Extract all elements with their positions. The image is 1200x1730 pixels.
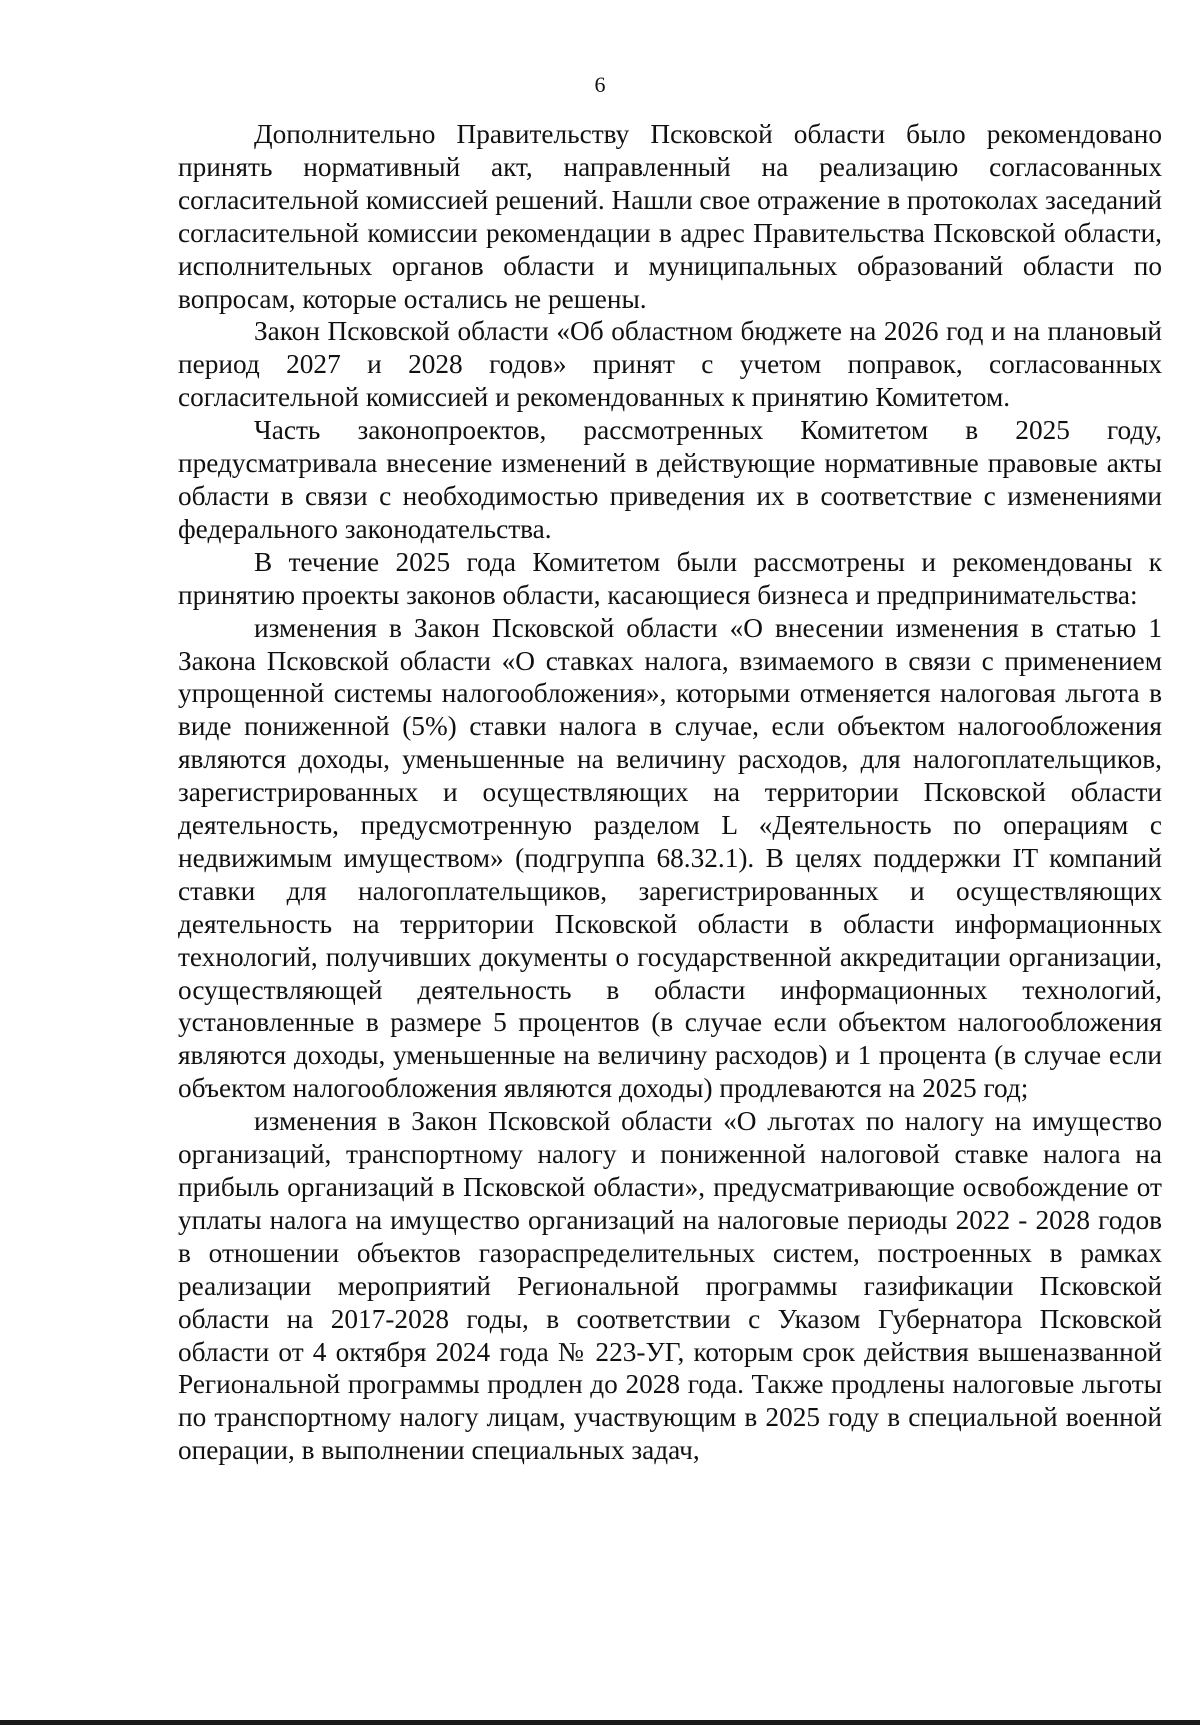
paragraph-recommendation: Дополнительно Правительству Псковской области было рекомендовано принять нормативный акт, направленный на реализацию согласованных согласительной комиссией решений. Нашли свое отражение в протоколах заседаний согласительной комиссии рекомендации в адрес Правительства Псковской области, исполнительных органов области и муниципальных образований области по вопросам, которые остались не решены. [178, 119, 1162, 314]
paragraph-simplified-tax-amendment: изменения в Закон Псковской области «О внесении изменения в статью 1 Закона Псковской области «О ставках налога, взимаемого в связи с применением упрощенной системы налогообложения», которыми отменяется налоговая льгота в виде пониженной (5%) ставки налога в случае, если объектом налогообложения являются доходы, уменьшенные на величину расходов, для налогоплательщиков, зарегистрированных и осуществляющих на территории Псковской области деятельность, предусмотренную разделом L «Деятельность по операциям с недвижимым имуществом» (подгруппа 68.32.1). В целях поддержки IT компаний ставки для налогоплательщиков, зарегистрированных и осуществляющих деятельность на территории Псковской области в области информационных технологий, получивших документы о государственной аккредитации организации, осуществляющей деятельность в области информационных технологий, установленные в размере 5 процентов (в случае если объектом налогообложения являются доходы, уменьшенные на величину расходов) и 1 процента (в случае если объектом налогообложения являются доходы) продлеваются на 2025 год; [178, 612, 1162, 1104]
document-body [178, 118, 1162, 1467]
paragraph-budget-law: Закон Псковской области «Об областном бюджете на 2026 год и на плановый период 2027 и 2028 годов» принят с учетом поправок, согласованных согласительной комиссией и рекомендованных к принятию Комитетом. [178, 316, 1162, 413]
page-number: 6 [594, 72, 606, 97]
paragraph-property-tax-amendment: изменения в Закон Псковской области «О льготах по налогу на имущество организаций, транспортному налогу и пониженной налоговой ставке налога на прибыль организаций в Псковской области», предусматривающие освобождение от уплаты налога на имущество организаций на налоговые периоды 2022 - 2028 годов в отношении объектов газораспределительных систем, построенных в рамках реализации мероприятий Региональной программы газификации Псковской области на 2017-2028 годы, в соответствии с Указом Губернатора Псковской области от 4 октября 2024 года № 223-УГ, которым срок действия вышеназванной Региональной программы продлен до 2028 года. Также продлены налоговые льготы по транспортному налогу лицам, участвующим в 2025 году в специальной военной операции, в выполнении специальных задач, [178, 1106, 1162, 1466]
paragraph-business-bills-intro: В течение 2025 года Комитетом были рассмотрены и рекомендованы к принятию проекты законов области, касающиеся бизнеса и предпринимательства: [178, 546, 1162, 610]
paragraph-bills-amendments: Часть законопроектов, рассмотренных Комитетом в 2025 году, предусматривала внесение изменений в действующие нормативные правовые акты области в связи с необходимостью приведения их в соответствие с изменениями федерального законодательства. [178, 415, 1162, 544]
bottom-scan-edge [0, 1720, 1200, 1725]
